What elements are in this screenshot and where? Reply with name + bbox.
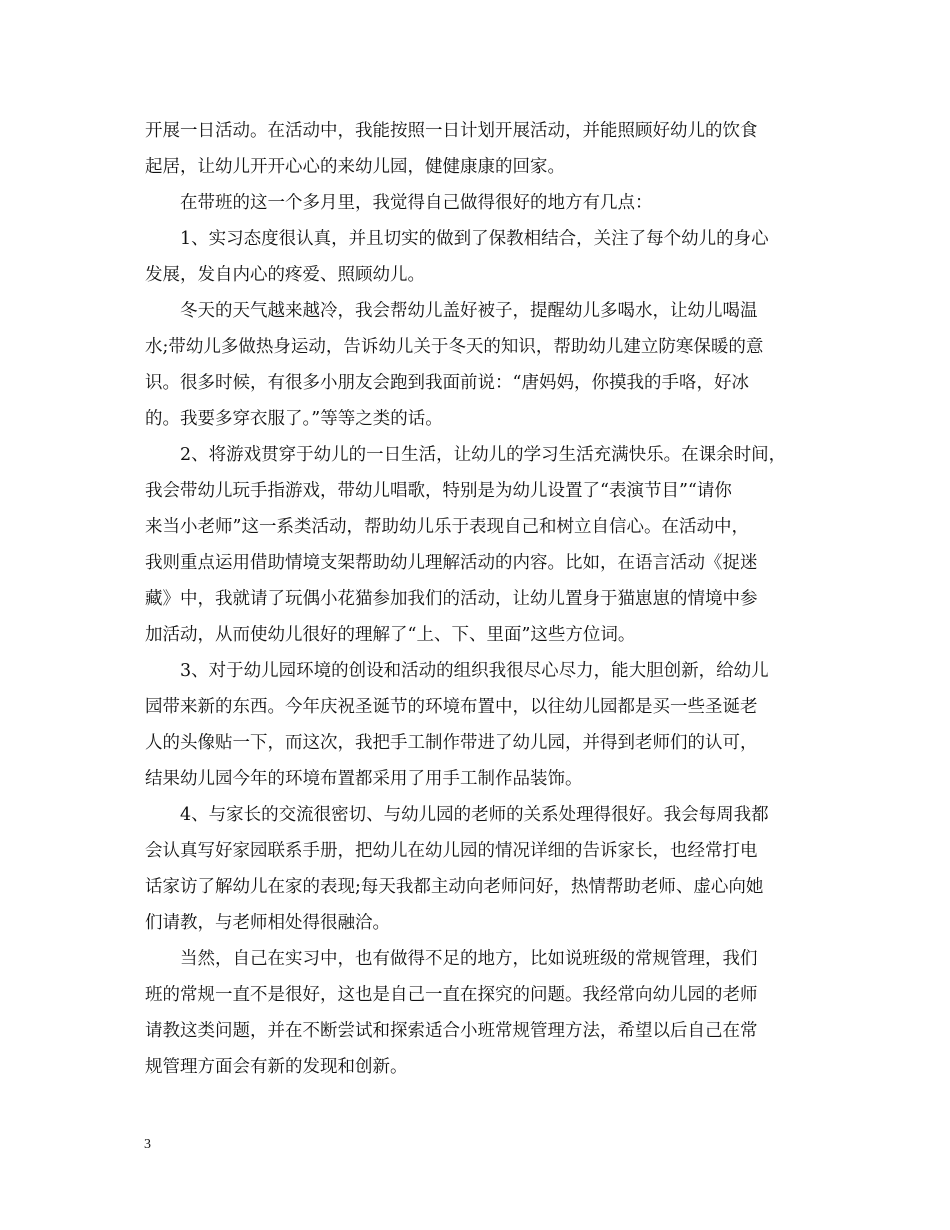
text-line: 2、将游戏贯穿于幼儿的一日生活，让幼儿的学习生活充满快乐。在课余时间， (180, 445, 787, 465)
text-line: 请教这类问题，并在不断尝试和探索适合小班常规管理方法，希望以后自己在常 (145, 1021, 758, 1041)
text-line: 我则重点运用借助情境支架帮助幼儿理解活动的内容。比如，在语言活动《捉迷 (145, 553, 758, 573)
text-line: 会认真写好家园联系手册，把幼儿在幼儿园的情况详细的告诉家长，也经常打电 (145, 841, 758, 861)
text-line: 们请教，与老师相处得很融洽。 (145, 913, 390, 933)
text-line: 起居，让幼儿开开心心的来幼儿园，健健康康的回家。 (145, 157, 565, 177)
text-line: 藏》中，我就请了玩偶小花猫参加我们的活动，让幼儿置身于猫崽崽的情境中参 (145, 589, 758, 609)
text-line: 开展一日活动。在活动中，我能按照一日计划开展活动，并能照顾好幼儿的饮食 (145, 121, 758, 141)
text-line: 结果幼儿园今年的环境布置都采用了用手工制作品装饰。 (145, 769, 583, 789)
text-line: 来当小老师”这一系类活动，帮助幼儿乐于表现自己和树立自信心。在活动中， (145, 517, 749, 537)
text-line: 班的常规一直不是很好，这也是自己一直在探究的问题。我经常向幼儿园的老师 (145, 985, 758, 1005)
text-line: 4、与家长的交流很密切、与幼儿园的老师的关系处理得很好。我会每周我都 (180, 805, 769, 825)
text-line: 冬天的天气越来越冷，我会帮幼儿盖好被子，提醒幼儿多喝水，让幼儿喝温 (180, 301, 758, 321)
text-line: 人的头像贴一下，而这次，我把手工制作带进了幼儿园，并得到老师们的认可， (145, 733, 758, 753)
text-line: 规管理方面会有新的发现和创新。 (145, 1057, 408, 1077)
text-line: 水;带幼儿多做热身运动，告诉幼儿关于冬天的知识，帮助幼儿建立防寒保暖的意 (145, 337, 764, 357)
text-line: 园带来新的东西。今年庆祝圣诞节的环境布置中，以往幼儿园都是买一些圣诞老 (145, 697, 758, 717)
text-line: 当然，自己在实习中，也有做得不足的地方，比如说班级的常规管理，我们 (180, 949, 758, 969)
text-line: 话家访了解幼儿在家的表现;每天我都主动向老师问好，热情帮助老师、虚心向她 (145, 877, 764, 897)
text-line: 发展，发自内心的疼爱、照顾幼儿。 (145, 265, 425, 285)
text-line: 的。我要多穿衣服了。”等等之类的话。 (145, 409, 443, 429)
text-line: 1、实习态度很认真，并且切实的做到了保教相结合，关注了每个幼儿的身心 (180, 229, 769, 249)
text-line: 加活动，从而使幼儿很好的理解了“上、下、里面”这些方位词。 (145, 625, 636, 645)
text-line: 在带班的这一个多月里，我觉得自己做得很好的地方有几点： (180, 193, 653, 213)
text-line: 我会带幼儿玩手指游戏，带幼儿唱歌，特别是为幼儿设置了“表演节目”“请你 (145, 481, 732, 501)
text-line: 识。很多时候，有很多小朋友会跑到我面前说：“唐妈妈，你摸我的手咯，好冰 (145, 373, 749, 393)
text-line: 3、对于幼儿园环境的创设和活动的组织我很尽心尽力，能大胆创新，给幼儿 (180, 661, 769, 681)
document-body (145, 113, 817, 1085)
page-number: 3 (144, 1137, 151, 1152)
